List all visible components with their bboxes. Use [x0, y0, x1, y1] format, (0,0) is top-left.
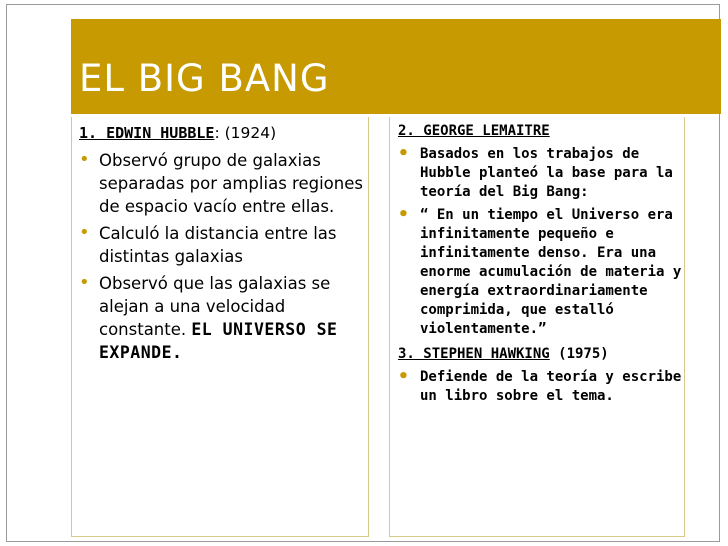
left-column — [79, 122, 365, 364]
list-item — [79, 222, 365, 268]
lemaitre-heading-name: 2. GEORGE LEMAITRE — [398, 123, 550, 139]
list-item — [398, 145, 688, 202]
list-item — [398, 206, 688, 339]
right-column — [398, 122, 688, 406]
bullet-text: “ En un tiempo el Universo era infinitamente pequeño e infinitamente denso. Era una enorme acumulación de materia y energía extraordinariamente comprimida, que estalló violentamente.” — [420, 207, 682, 337]
hubble-heading — [79, 122, 365, 145]
bullet-text-main: Observó que las galaxias se alejan a una velocidad constante. — [99, 274, 331, 339]
universe-expands-emphasis: EL UNIVERSO SE EXPANDE. — [99, 320, 338, 362]
list-item — [79, 272, 365, 364]
bullet-icon: • — [79, 272, 90, 293]
list-item — [398, 368, 688, 406]
bullet-text: Defiende de la teoría y escribe un libro sobre el tema. — [420, 369, 682, 404]
bullet-icon: • — [398, 366, 409, 387]
hawking-heading-year: (1975) — [549, 346, 609, 362]
hawking-heading-name: 3. STEPHEN HAWKING — [398, 346, 550, 362]
title-bar — [71, 19, 721, 114]
bullet-text: Observó grupo de galaxias separadas por amplias regiones de espacio vacío entre ellas. — [99, 151, 363, 216]
bullet-text: Basados en los trabajos de Hubble planteó la base para la teoría del Big Bang: — [420, 146, 673, 200]
bullet-icon: • — [398, 204, 409, 225]
bullet-text — [99, 272, 365, 364]
bullet-icon: • — [79, 149, 90, 170]
hubble-heading-name: 1. EDWIN HUBBLE — [79, 124, 215, 142]
bullet-text: Calculó la distancia entre las distintas galaxias — [99, 224, 337, 266]
bullet-icon: • — [79, 222, 90, 243]
hubble-heading-year: : (1924) — [214, 124, 277, 142]
bullet-icon: • — [398, 143, 409, 164]
slide-title: EL BIG BANG — [79, 57, 330, 100]
lemaitre-heading — [398, 122, 688, 141]
hawking-heading — [398, 345, 688, 364]
list-item — [79, 149, 365, 218]
